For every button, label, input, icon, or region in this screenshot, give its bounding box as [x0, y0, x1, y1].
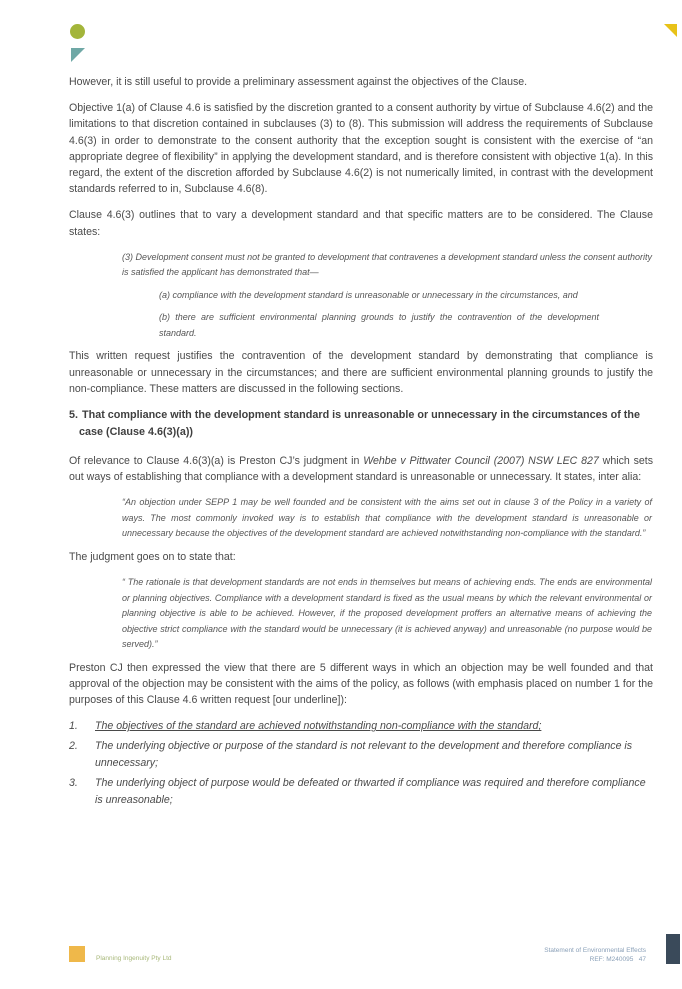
- paragraph-five-ways: Preston CJ then expressed the view that there are 5 different ways in which an objection may be well founded and that approval of the objection may be consistent with the aims of the policy, as follows (with emphasis placed on number 1 for the purposes of this Clause 4.6 written request [our underline]):: [69, 661, 653, 706]
- footer-doc-title: Statement of Environmental Effects: [544, 947, 646, 954]
- list-item: [69, 718, 653, 736]
- list-number: 3.: [69, 776, 78, 789]
- footer-ref: REF: M240095: [589, 956, 634, 963]
- document-body: [69, 74, 653, 812]
- paragraph-clause-4-6-3: Clause 4.6(3) outlines that to vary a development standard and that specific matters are to be considered. The Clause states:: [69, 209, 653, 238]
- list-text: The underlying object of purpose would be defeated or thwarted if compliance was required and therefore compliance is unreasonable;: [95, 776, 646, 807]
- footer-ref-line: [544, 955, 646, 964]
- logo-triangle: [71, 48, 85, 62]
- paragraph-preliminary: However, it is still useful to provide a preliminary assessment against the objectives of the Clause.: [69, 76, 528, 88]
- wehbe-post: which sets out ways of establishing that compliance with a development standard is unreasonable or unnecessary. It states, inter alia:: [69, 454, 654, 484]
- corner-accent-mark: [664, 24, 677, 37]
- page-number: 47: [638, 956, 646, 963]
- logo-circle: [70, 24, 85, 39]
- footer-logo-square: [69, 946, 85, 962]
- heading-text: That compliance with the development standard is unreasonable or unnecessary in the circumstances of the case (Clause 4.6(3)(a)): [79, 408, 640, 438]
- footer-company: Planning Ingenuity Pty Ltd: [96, 955, 172, 962]
- case-citation: Wehbe v Pittwater Council (2007) NSW LEC 827: [363, 454, 599, 467]
- paragraph-objective-1a: Objective 1(a) of Clause 4.6 is satisfied by the discretion granted to a consent authority by virtue of Subclause 4.6(2) and the limitations to that discretion contained in subclauses (3) to (8). This submission will address the requirements of Subclause 4.6(3) in order to demonstrate to the consent authority that the exception sought is consistent with the exercise of “an appropriate degree of flexibility” in applying the development standard, and is therefore consistent with objective 1(a). In this regard, the extent of the discretion afforded by Subclause 4.6(2) is not numerically limited, in contrast with the development standards referred to in, Subclause 4.6(8).: [69, 102, 653, 196]
- quote-clause-3b: (b) there are sufficient environmental planning grounds to justify the contravention of the development standard.: [159, 312, 599, 338]
- section-heading-5: [69, 407, 653, 441]
- paragraph-wehbe: [69, 453, 653, 485]
- list-number: 1.: [69, 720, 78, 733]
- quote-rationale: “ The rationale is that development standards are not ends in themselves but means of achieving ends. The ends are environmental or planning objectives. Compliance with a development standard is fixed as the usual means by which the relevant environmental or planning objective is able to be achieved. However, if the proposed development proffers an alternative means of achieving the objective strict compliance with the standard would be unnecessary (it is achieved anyway) and unreasonable (no purpose would be served).”: [122, 577, 652, 650]
- list-item: [69, 775, 653, 810]
- footer-doc-info: [544, 946, 646, 964]
- footer-side-bar: [666, 934, 680, 964]
- list-text: The underlying objective or purpose of the standard is not relevant to the development and therefore compliance is unnecessary;: [95, 739, 633, 770]
- quote-clause-3: (3) Development consent must not be granted to development that contravenes a development standard unless the consent authority is satisfied the applicant has demonstrated that—: [122, 251, 652, 278]
- ways-list: [69, 718, 653, 810]
- wehbe-pre: Of relevance to Clause 4.6(3)(a) is Preston CJ’s judgment in: [69, 454, 364, 467]
- list-number: 2.: [69, 739, 78, 752]
- quote-sepp1: “An objection under SEPP 1 may be well founded and be consistent with the aims set out in clause 3 of the Policy in a variety of ways. The most commonly invoked way is to establish that compliance with the development standard is unreasonable or unnecessary because the objectives of the development standard are achieved notwithstanding non-compliance with the standard.”: [122, 497, 652, 539]
- quote-clause-3a: (a) compliance with the development standard is unreasonable or unnecessary in the circumstances, and: [159, 289, 578, 300]
- paragraph-written-request: This written request justifies the contravention of the development standard by demonstrating that compliance is unreasonable or unnecessary in the circumstances; and there are sufficient environmental planning grounds to justify the non-compliance. These matters are discussed in the following sections.: [69, 350, 653, 395]
- list-item: [69, 738, 653, 773]
- heading-number: 5.: [69, 408, 79, 421]
- paragraph-judgment: The judgment goes on to state that:: [69, 550, 236, 563]
- list-text: The objectives of the standard are achieved notwithstanding non-compliance with the standard;: [95, 720, 542, 733]
